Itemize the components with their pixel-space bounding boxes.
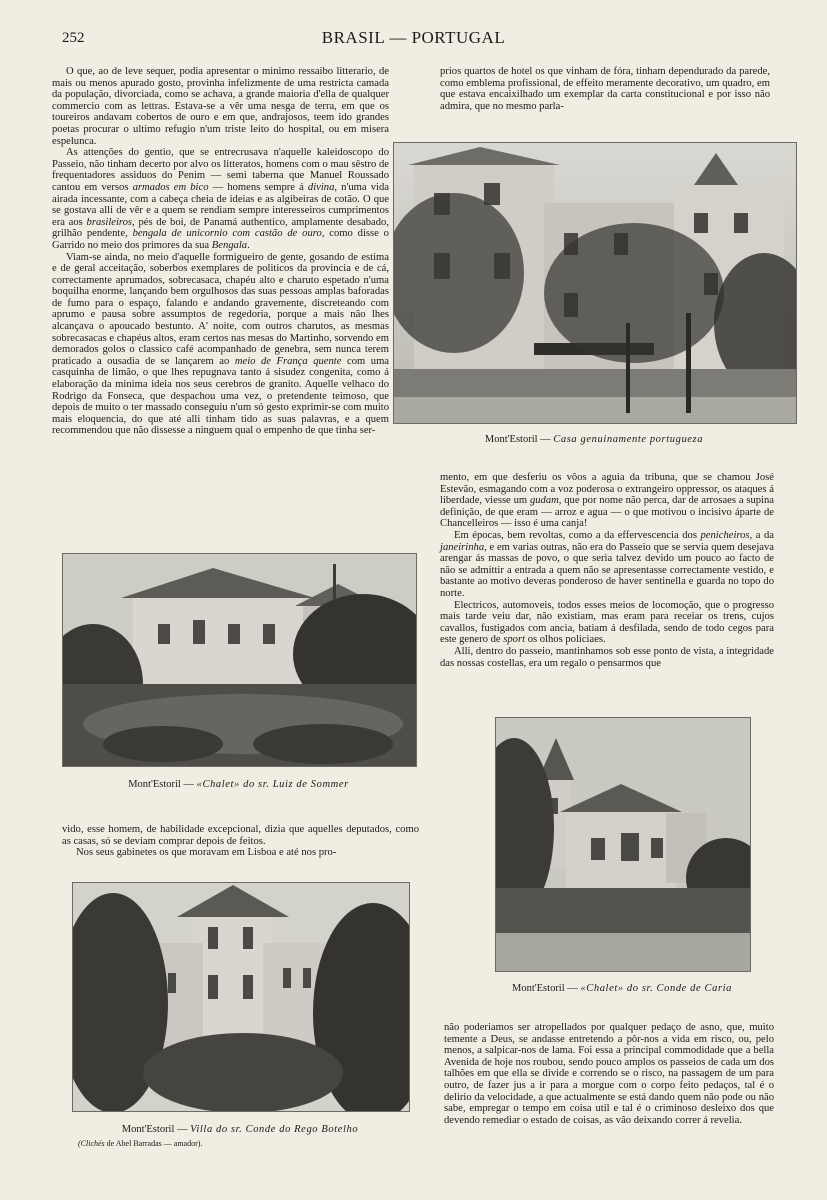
paragraph: Em épocas, bem revoltas, como a da effervescencia dos penicheiros, a da janeirinha, e em varias outras, não era do Passeio que se servia quem desejava arengar ás massas de povo, o que seria talvez devido um pouco ao facto de não se admittir a entrada a quem não se apresentasse correctamente vestido, e bastante ao motivo deveras ponderoso de haver sentinella e guarda no topo do norte. <box>440 529 775 599</box>
paragraph: Nos seus gabinetes os que moravam em Lisboa e até nos pro- <box>76 847 337 859</box>
villa-photo-illustration <box>73 883 409 1111</box>
chalet-photo-illustration <box>63 554 416 766</box>
page-title: BRASIL — PORTUGAL <box>321 28 506 47</box>
paragraph: não poderiamos ser atropellados por qualquer pedaço de asno, que, muito temente a Deus, se andasse entretendo a pôr-nos a vida em risco, ou, pelo menos, a salpicar-nos de lama. Foi essa a principal commodidade que a bella Avenida de hoje nos roubou, sendo pouco amplos os passeios de cada um dos talhões em que ella se divide e correndo se o risco, na passagem de um para outro, de fazer jus a ir para a morgue com o corpo feito pedaços, tal é o delirio da velocidade, a que actualmente se está dando quem não pode ou não sabe, empregar o tempo em coisa util e tal é o criminoso desleixo dos que devendo remediar o estado de coisas, as vão deixando correr á revelia. <box>444 1022 774 1126</box>
left-column-mid-text <box>62 824 419 859</box>
photo-villa-rego-botelho <box>72 882 410 1112</box>
paragraph: As attenções do gentio, que se entrecrusava n'aquelle kaleidoscopo do Passeio, não tinham decerto por alvo os litteratos, homens com o mau sêstro de frequentadores assiduos do Penim — semi taberna que Manuel Roussado cantou em versos armados em bico — homens sempre á divina, n'uma vida airada incessante, com a cabeça cheia de ideias e as algibeiras de cotão. O que se gostava alli de vêr e a quem se rendiam sempre interesseiros cumprimentos era aos brasileiros, pés de boi, de Panamá authentico, amplamente desabado, grilhão pendente, bengala de unicornio com castão de ouro, como disse o Garrido no meio dos primores da sua Bengala. <box>52 147 390 251</box>
paragraph: mento, em que desferiu os vôos a aguia da tribuna, que se chamou José Estevão, esmagando com a voz poderosa o extrangeiro oppressor, os ataques á liberdade, viesse um gudam, que por nome não perca, dar de arrosaes a supina definição, de que eram — arroz e agua — o que motivou o incisivo áparte de Chancelleiros — isso é uma canja! <box>440 472 774 530</box>
photo-chalet-caria <box>495 717 751 972</box>
chalet-photo-illustration <box>496 718 750 971</box>
photo-caption: Mont'Estoril — Villa do sr. Conde do Rego Botelho <box>121 1124 359 1135</box>
photo-caption: Mont'Estoril — «Chalet» do sr. Conde de Caria <box>512 983 732 994</box>
paragraph: Viam-se ainda, no meio d'aquelle formigueiro de gente, gosando de estima e de geral acceitação, soberbos exemplares de politicos da provincia e de cá, correctamente aprumados, sobrecasaca, chapéu alto e charuto espetado n'uma boquilha enorme, lançando bem orgulhosos das suas pessoas amplas baforadas de fumo para o espaço, falando e andando gravemente, discreteando com aprumo e pausa sobre assumptos de regedoria, porque a mais não lhes alcançava o apoucado bestunto. A' noite, com outros charutos, as mesmas sobrecasacas e chapéus altos, eram certos nas mesas do Martinho, sorvendo em demorados golos o classico café acompanhado de genebra, sem nunca terem praticado a ousadia de se lançarem ao meio de França quente com uma casquinha de limão, o que lhes repugnava tanto á sisudez congenita, como á elaboração da minima ideia nos seus cerebros de granito. Aquelle velhaco do Rodrigo da Fonseca, que despachou uma vez, o pretendente teimoso, que depois de muito o ter massado conseguiu n'um só gesto exprimir-se com muito mais eloquencia, do que até alli tinham tido as suas palavras, e a quem recommendou que não dissesse a ninguem qual o empenho de que tinha ser- <box>52 251 390 437</box>
paragraph: O que, ao de leve sequer, podia apresentar o minimo ressaibo litterario, de mais ou menos apurado gosto, provinha infelizmente de uma restricta camada da população, divorciada, como se achava, a grande maioria d'ella de qualquer commercio com as lettras. Estava-se a vêr uma nesga de terra, em que os toureiros andavam cobertos de ouro e em que, andrajosos, teem ido grandes poetas procurar o ultimo refugio n'um triste leito do hospital, ou em misera espelunca. <box>52 66 389 147</box>
photo-chalet-sommer <box>62 553 417 767</box>
page-number: 252 <box>62 30 85 46</box>
paragraph: Electricos, automoveis, todos esses meios de locomoção, que o progresso mais tarde veiu dar, não existiam, mas eram para receiar os trens, cujos cavallos, fustigados com ancia, batiam á desfilada, sendo de todo cegos para este genero de sport os olhos policiaes. <box>440 599 774 646</box>
paragraph: vido, esse homem, de habilidade excepcional, dizia que aquelles deputados, como as casas, só se deviam comprar depois de feitos. <box>62 824 419 847</box>
right-column-bottom-text <box>444 1022 774 1126</box>
paragraph: Alli, dentro do passeio, mantinhamos sob esse ponto de vista, a integridade das nossas costellas, era um regalo o pensarmos que <box>440 645 774 669</box>
photo-caption: Mont'Estoril — «Chalet» do sr. Luiz de Sommer <box>128 779 349 790</box>
right-column-top-text <box>440 66 770 112</box>
right-column-mid-text <box>440 472 774 669</box>
photo-casa-portugueza <box>393 142 797 424</box>
left-column-top-text <box>52 66 389 437</box>
house-photo-illustration <box>394 143 796 423</box>
photo-credit: (Clichés de Abel Barradas — amador). <box>78 1139 203 1148</box>
paragraph: prios quartos de hotel os que vinham de fóra, tinham dependurado da parede, como emblema profissional, de effeito meramente decorativo, um quadro, em que estava encaixilhado um exemplar da carta constitucional e por isso não admira, que no mesmo parla- <box>440 66 770 112</box>
page-header <box>0 28 827 50</box>
photo-caption: Mont'Estoril — Casa genuinamente portugueza <box>484 434 704 445</box>
